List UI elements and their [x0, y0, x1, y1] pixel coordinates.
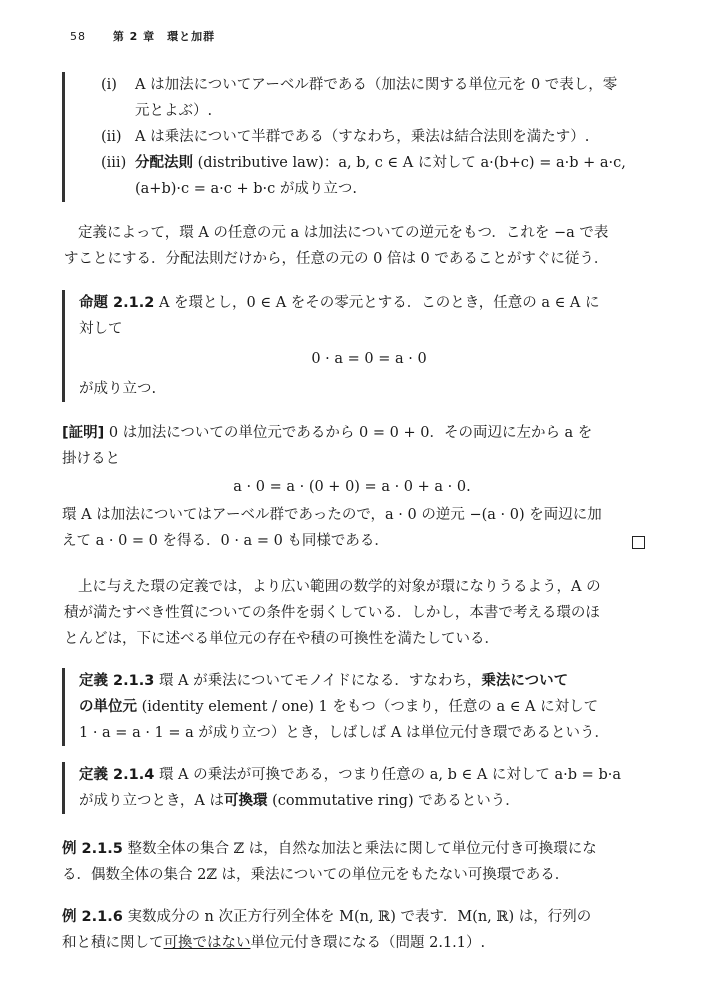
example-2-1-5: 例 2.1.5 整数全体の集合 ℤ は，自然な加法と乗法に関して単位元付き可換環にな る．偶数全体の集合 2ℤ は，乗法についての単位元をもたない可換環である． [62, 841, 597, 883]
axiom-3-cont: (a+b)·c = a·c + b·c が成り立つ. [135, 181, 357, 197]
axiom-1-cont: 元とよぶ）. [135, 103, 213, 119]
prop-label: 命題 2.1.2 [79, 295, 155, 311]
axiom-2: (ii) A は乗法について半群である（すなわち，乗法は結合法則を満たす）. [101, 129, 590, 145]
proof: [証明] 0 は加法についての単位元であるから 0 = 0 + 0．その両辺に左から a を 掛けると a · 0 = a · (0 + 0) = a · 0 + a · 0. 環 A は加法についてはアーベル群であったので，a · 0 の逆元 −(a · 0) を両辺に加 えて a · 0 = 0 を得る．0 · a = 0 も同様である． [62, 420, 642, 554]
underlined-phrase: 可換ではない [163, 935, 251, 951]
proof-equation: a · 0 = a · (0 + 0) = a · 0 + a · 0. [233, 479, 471, 495]
axiom-1: (i) A は加法についてアーベル群である（加法に関する単位元を 0 で表し，零 [101, 77, 618, 93]
page-number: 58 [70, 30, 86, 43]
axiom-list [62, 72, 659, 202]
proposition-2-1-2: 命題 2.1.2 A を環とし，0 ∈ A をその零元とする．このとき，任意の a ∈ A に 対して 0 · a = 0 = a · 0 が成り立つ. [62, 290, 659, 402]
definition-2-1-4: 定義 2.1.4 環 A の乗法が可換である，つまり任意の a, b ∈ A に対して a·b = b·a が成り立つとき，A は可換環 (commutative ring) であるという． [62, 762, 659, 814]
paragraph-1: 定義によって，環 A の任意の元 a は加法についての逆元をもつ．これを −a で表 すことにする．分配法則だけから，任意の元の 0 倍は 0 であることがすぐに従う． [64, 225, 609, 267]
proof-label: [証明] [62, 425, 105, 441]
chapter-title: 第 2 章 環と加群 [112, 30, 216, 43]
running-header [70, 28, 215, 44]
paragraph-2: 上に与えた環の定義では，より広い範囲の数学的対象が環になりうるよう，A の 積が満たすべき性質についての条件を弱くしている．しかし，本書で考える環のほ とんどは，下に述べる単位元の存在や積の可換性を満たしている． [64, 579, 601, 647]
qed-box-icon [632, 536, 645, 549]
definition-2-1-3: 定義 2.1.3 環 A が乗法についてモノイドになる．すなわち，乗法について の単位元 (identity element / one) 1 をもつ（つまり，任意の a ∈ A に対して 1 · a = a · 1 = a が成り立つ）とき，しばしば A は単位元付き環であるという． [62, 668, 659, 746]
example-2-1-6: 例 2.1.6 実数成分の n 次正方行列全体を M(n, ℝ) で表す．M(n, ℝ) は，行列の 和と積に関して可換ではない単位元付き環になる（問題 2.1.1）. [62, 909, 592, 951]
prop-equation: 0 · a = 0 = a · 0 [311, 351, 427, 367]
axiom-3: (iii) 分配法則 (distributive law)：a, b, c ∈ A に対して a·(b+c) = a·b + a·c, [101, 155, 626, 171]
